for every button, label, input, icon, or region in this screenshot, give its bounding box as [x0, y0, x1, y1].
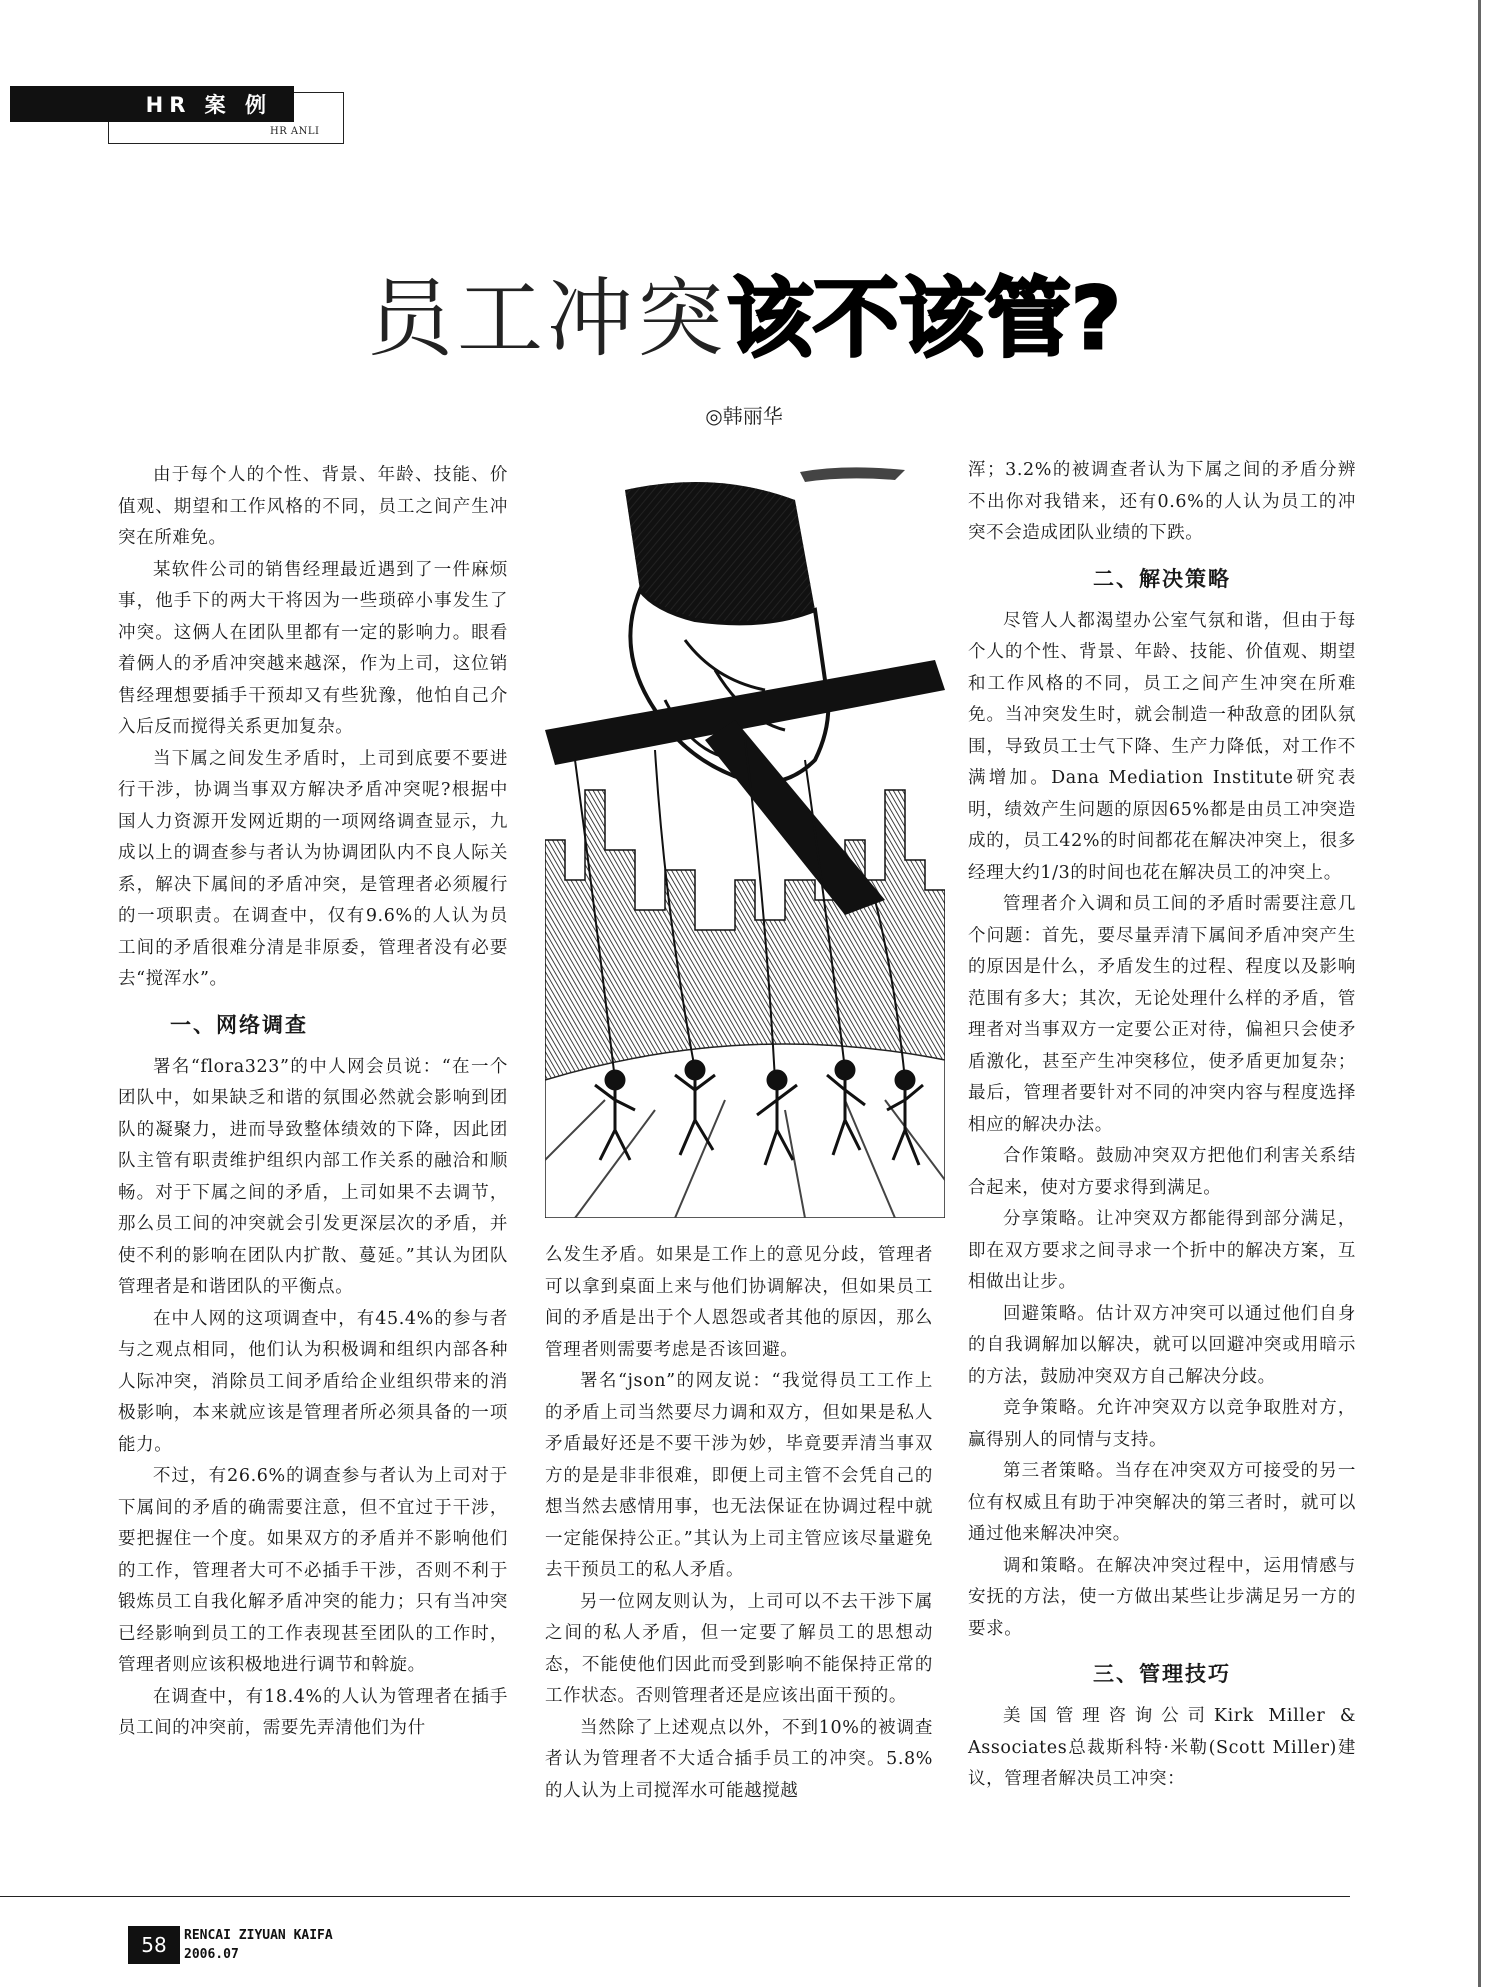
paragraph: 合作策略。鼓励冲突双方把他们利害关系结合起来，使对方要求得到满足。 [968, 1146, 1356, 1198]
footer-rule [0, 1896, 1350, 1897]
paragraph: 回避策略。估计双方冲突可以通过他们自身的自我调解加以解决，就可以回避冲突或用暗示的方法，鼓励冲突双方自己解决分歧。 [968, 1303, 1356, 1387]
paragraph: 当下属之间发生矛盾时，上司到底要不要进行干涉，协调当事双方解决矛盾冲突呢?根据中国人力资源开发网近期的一项网络调查显示，九成以上的调查参与者认为协调团队内不良人际关系，解决下属间的矛盾冲突，是管理者必须履行的一项职责。在调查中，仅有9.6%的人认为员工间的矛盾很难分清是非原委，管理者没有必要去“搅浑水”。 [118, 748, 508, 989]
title-bold: 该不该管? [727, 269, 1121, 369]
column-middle [545, 1240, 933, 1807]
author-byline: ◎韩丽华 [705, 404, 783, 428]
paragraph: 调和策略。在解决冲突过程中，运用情感与安抚的方法，使一方做出某些让步满足另一方的要求。 [968, 1555, 1356, 1639]
journal-info [184, 1926, 333, 1964]
column-left [118, 460, 508, 1745]
section-heading-survey: 一、网络调查 [170, 1012, 308, 1037]
section-tag-sub: HR ANLI [270, 126, 320, 137]
paragraph: 尽管人人都渴望办公室气氛和谐，但由于每个人的个性、背景、年龄、技能、价值观、期望和工作风格的不同，员工之间产生冲突在所难免。当冲突发生时，就会制造一种敌意的团队氛围，导致员工士气下降、生产力降低，对工作不满增加。Dana Mediation Institute研究表明，绩效产生问题的原因65%都是由员工冲突造成的，员工42%的时间都花在解决冲突上，很多经理大约1/3的时间也花在解决员工的冲突上。 [968, 610, 1356, 883]
paragraph: 美国管理咨询公司Kirk Miller & Associates总裁斯科特·米勒(Scott Miller)建议，管理者解决员工冲突： [968, 1706, 1356, 1789]
paragraph: 不过，有26.6%的调查参与者认为上司对于下属间的矛盾的确需要注意，但不宜过于干涉，要把握住一个度。如果双方的矛盾并不影响他们的工作，管理者大可不必插手干涉，否则不利于锻炼员工自我化解矛盾冲突的能力；只有当冲突已经影响到员工的工作表现甚至团队的工作时，管理者则应该积极地进行调节和斡旋。 [118, 1466, 508, 1675]
paragraph: 在调查中，有18.4%的人认为管理者在插手员工间的冲突前，需要先弄清他们为什 [118, 1686, 508, 1738]
journal-issue: 2006.07 [184, 1947, 239, 1962]
section-heading-strategy: 二、解决策略 [1093, 566, 1231, 591]
paragraph: 某软件公司的销售经理最近遇到了一件麻烦事，他手下的两大干将因为一些琐碎小事发生了冲突。这俩人在团队里都有一定的影响力。眼看着俩人的矛盾冲突越来越深，作为上司，这位销售经理想要插手干预却又有些犹豫，他怕自己介入后反而搅得关系更加复杂。 [118, 559, 508, 737]
section-tag: HR 案 例 [10, 86, 294, 122]
paragraph: 当然除了上述观点以外，不到10%的被调查者认为管理者不大适合插手员工的冲突。5.8%的人认为上司搅浑水可能越搅越 [545, 1717, 933, 1801]
paragraph: 署名“json”的网友说：“我觉得员工工作上的矛盾上司当然要尽力调和双方，但如果是私人矛盾最好还是不要干涉为妙，毕竟要弄清当事双方的是是非非很难，即便上司主管不会凭自己的想当然去感情用事，也无法保证在协调过程中就一定能保持公正。”其认为上司主管应该尽量避免去干预员工的私人矛盾。 [545, 1371, 933, 1580]
paragraph: 署名“flora323”的中人网会员说：“在一个团队中，如果缺乏和谐的氛围必然就会影响到团队的凝聚力，进而导致整体绩效的下降，因此团队主管有职责维护组织内部工作关系的融洽和顺畅。对于下属之间的矛盾，上司如果不去调节，那么员工间的冲突就会引发更深层次的矛盾，并使不利的影响在团队内扩散、蔓延。”其认为团队管理者是和谐团队的平衡点。 [118, 1056, 508, 1297]
page-number: 58 [128, 1926, 180, 1964]
paragraph: 由于每个人的个性、背景、年龄、技能、价值观、期望和工作风格的不同，员工之间产生冲突在所难免。 [118, 465, 508, 548]
paragraph: 第三者策略。当存在冲突双方可接受的另一位有权威且有助于冲突解决的第三者时，就可以通过他来解决冲突。 [968, 1461, 1356, 1544]
puppeteer-illustration [545, 460, 945, 1218]
paragraph: 竞争策略。允许冲突双方以竞争取胜对方，赢得别人的同情与支持。 [968, 1398, 1356, 1450]
journal-name: RENCAI ZIYUAN KAIFA [184, 1928, 333, 1943]
paragraph: 另一位网友则认为，上司可以不去干涉下属之间的私人矛盾，但一定要了解员工的思想动态，不能使他们因此而受到影响不能保持正常的工作状态。否则管理者还是应该出面干预的。 [545, 1591, 933, 1706]
paragraph: 在中人网的这项调查中，有45.4%的参与者与之观点相同，他们认为积极调和组织内部各种人际冲突，消除员工间矛盾给企业组织带来的消极影响，本来就应该是管理者所必须具备的一项能力。 [118, 1308, 508, 1455]
paragraph: 么发生矛盾。如果是工作上的意见分歧，管理者可以拿到桌面上来与他们协调解决，但如果员工间的矛盾是出于个人恩怨或者其他的原因，那么管理者则需要考虑是否该回避。 [545, 1245, 933, 1360]
page-edge [1478, 0, 1481, 1987]
article-title [0, 269, 1488, 369]
section-heading-skills: 三、管理技巧 [1093, 1662, 1231, 1686]
paragraph: 浑；3.2%的被调查者认为下属之间的矛盾分辨不出你对我错来，还有0.6%的人认为员工的冲突不会造成团队业绩的下跌。 [968, 460, 1356, 543]
paragraph: 分享策略。让冲突双方都能得到部分满足，即在双方要求之间寻求一个折中的解决方案，互相做出让步。 [968, 1209, 1356, 1292]
paragraph: 管理者介入调和员工间的矛盾时需要注意几个问题：首先，要尽量弄清下属间矛盾冲突产生的原因是什么，矛盾发生的过程、程度以及影响范围有多大；其次，无论处理什么样的矛盾，管理者对当事双方一定要公正对待，偏袒只会使矛盾激化，甚至产生冲突移位，使矛盾更加复杂；最后，管理者要针对不同的冲突内容与程度选择相应的解决办法。 [968, 894, 1356, 1135]
column-right [968, 455, 1356, 1796]
puppeteer-hand-icon [545, 460, 945, 1218]
title-light: 员工冲突 [367, 269, 728, 369]
